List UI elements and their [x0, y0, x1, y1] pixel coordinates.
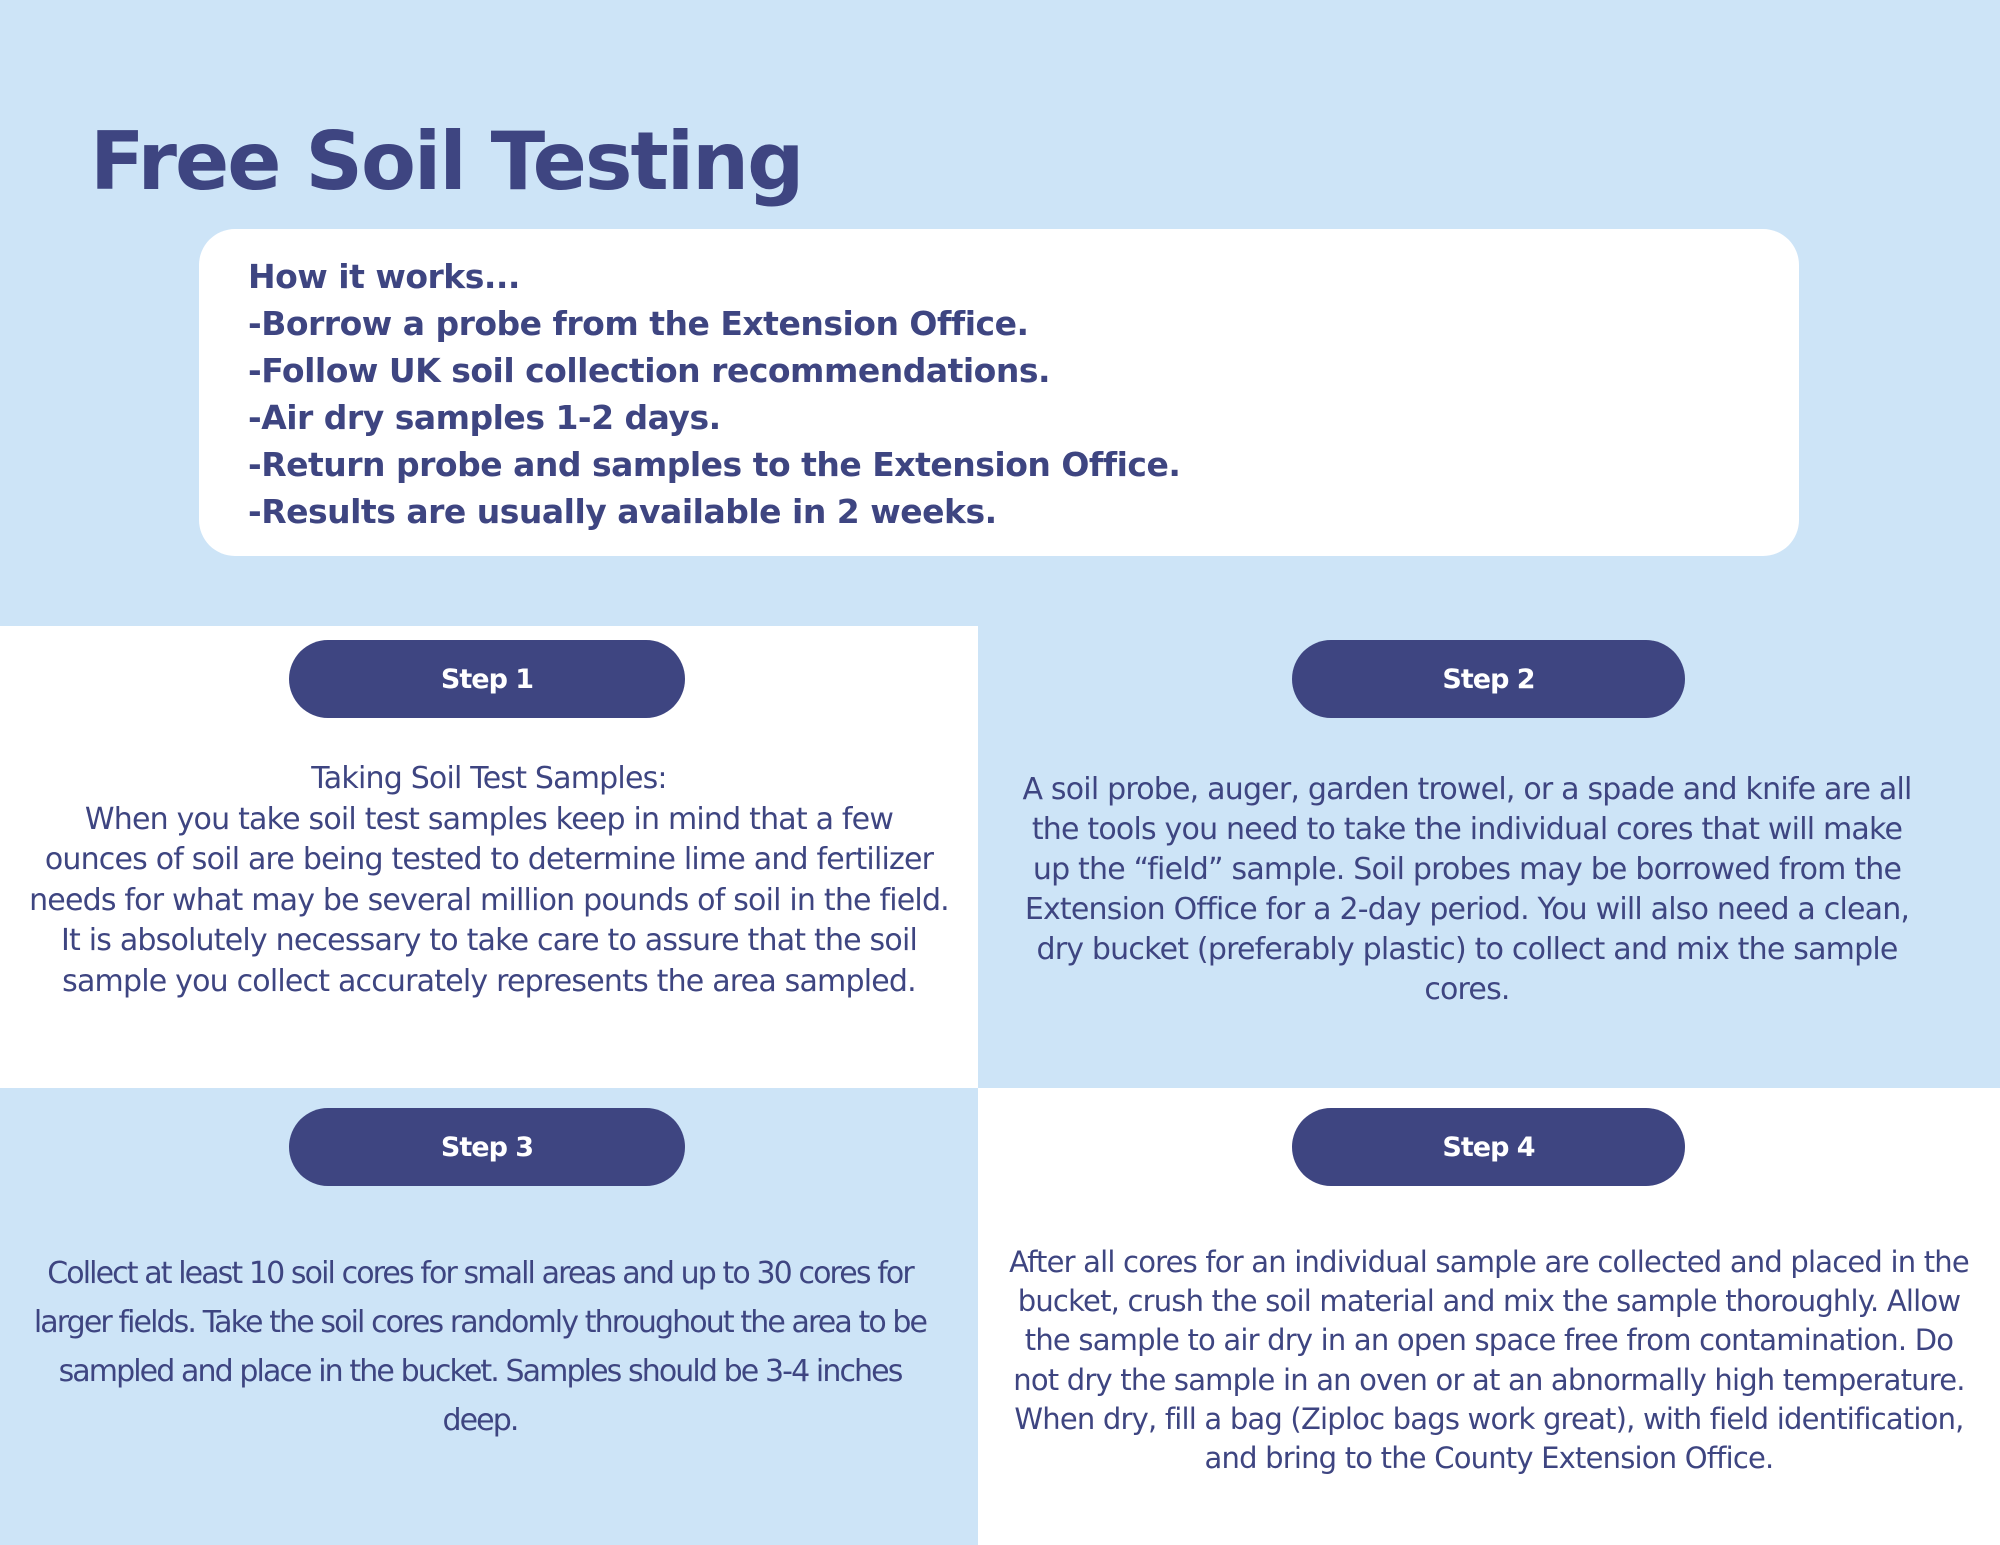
step-4-panel — [978, 1088, 2000, 1545]
step-4-text — [988, 1243, 1990, 1478]
step-3-label: Step 3 — [289, 1108, 685, 1186]
step-2-label: Step 2 — [1292, 640, 1685, 718]
how-it-works-line: -Air dry samples 1-2 days. — [248, 398, 721, 437]
step-3-panel — [0, 1088, 978, 1545]
step-4-text-line: not dry the sample in an oven or at an abnormally high temperature. — [1013, 1362, 1965, 1397]
step-3-text — [20, 1249, 940, 1445]
step-1-panel — [0, 626, 978, 1088]
step-2-text-line: dry bucket (preferably plastic) to collect and mix the sample — [1036, 932, 1898, 967]
step-1-text-line: ounces of soil are being tested to determine lime and fertilizer — [44, 842, 934, 878]
step-2-panel — [978, 626, 2000, 1088]
step-4-text-line: After all cores for an individual sample are collected and placed in the — [1009, 1245, 1969, 1279]
step-2-text-line: up the “field” sample. Soil probes may be borrowed from the — [1032, 852, 1902, 887]
step-1-text-line: It is absolutely necessary to take care to assure that the soil — [60, 923, 918, 959]
step-4-text-line: and bring to the County Extension Office. — [1204, 1441, 1774, 1476]
how-it-works-line: -Return probe and samples to the Extension Office. — [248, 445, 1181, 484]
step-1-text-line: When you take soil test samples keep in mind that a few — [84, 801, 894, 837]
step-1-label: Step 1 — [289, 640, 685, 718]
how-it-works-line: -Results are usually available in 2 weeks. — [248, 492, 997, 531]
step-4-text-line: bucket, crush the soil material and mix the sample thoroughly. Allow — [1017, 1284, 1961, 1319]
step-3-text-line: larger fields. Take the soil cores randomly throughout the area to be — [33, 1305, 927, 1340]
step-4-label: Step 4 — [1292, 1108, 1685, 1186]
step-3-text-line: Collect at least 10 soil cores for small areas and up to 30 cores for — [47, 1256, 913, 1291]
step-4-text-line: When dry, fill a bag (Ziploc bags work great), with field identification, — [1014, 1401, 1964, 1436]
step-1-text-line: needs for what may be several million pounds of soil in the field. — [29, 882, 949, 918]
step-2-text-line: A soil probe, auger, garden trowel, or a spade and knife are all — [1022, 772, 1912, 807]
step-2-text-line: cores. — [1424, 972, 1510, 1007]
step-1-text-line: Taking Soil Test Samples: — [311, 761, 667, 796]
how-it-works-line: -Borrow a probe from the Extension Office. — [248, 304, 1029, 343]
how-it-works-line: -Follow UK soil collection recommendations. — [248, 351, 1051, 390]
page-title: Free Soil Testing — [90, 115, 803, 208]
step-2-text-line: the tools you need to take the individual cores that will make — [1031, 812, 1903, 847]
step-4-text-line: the sample to air dry in an open space free from contamination. Do — [1024, 1323, 1954, 1358]
step-1-text-line: sample you collect accurately represents the area sampled. — [62, 963, 916, 999]
how-it-works-card — [199, 229, 1799, 556]
step-3-text-line: sampled and place in the bucket. Samples should be 3-4 inches — [58, 1354, 902, 1389]
step-1-text — [16, 759, 962, 1003]
how-it-works-heading: How it works... — [248, 257, 520, 296]
step-2-text — [1002, 770, 1932, 1010]
step-2-text-line: Extension Office for a 2-day period. You will also need a clean, — [1024, 892, 1910, 927]
step-3-text-line: deep. — [442, 1403, 518, 1438]
